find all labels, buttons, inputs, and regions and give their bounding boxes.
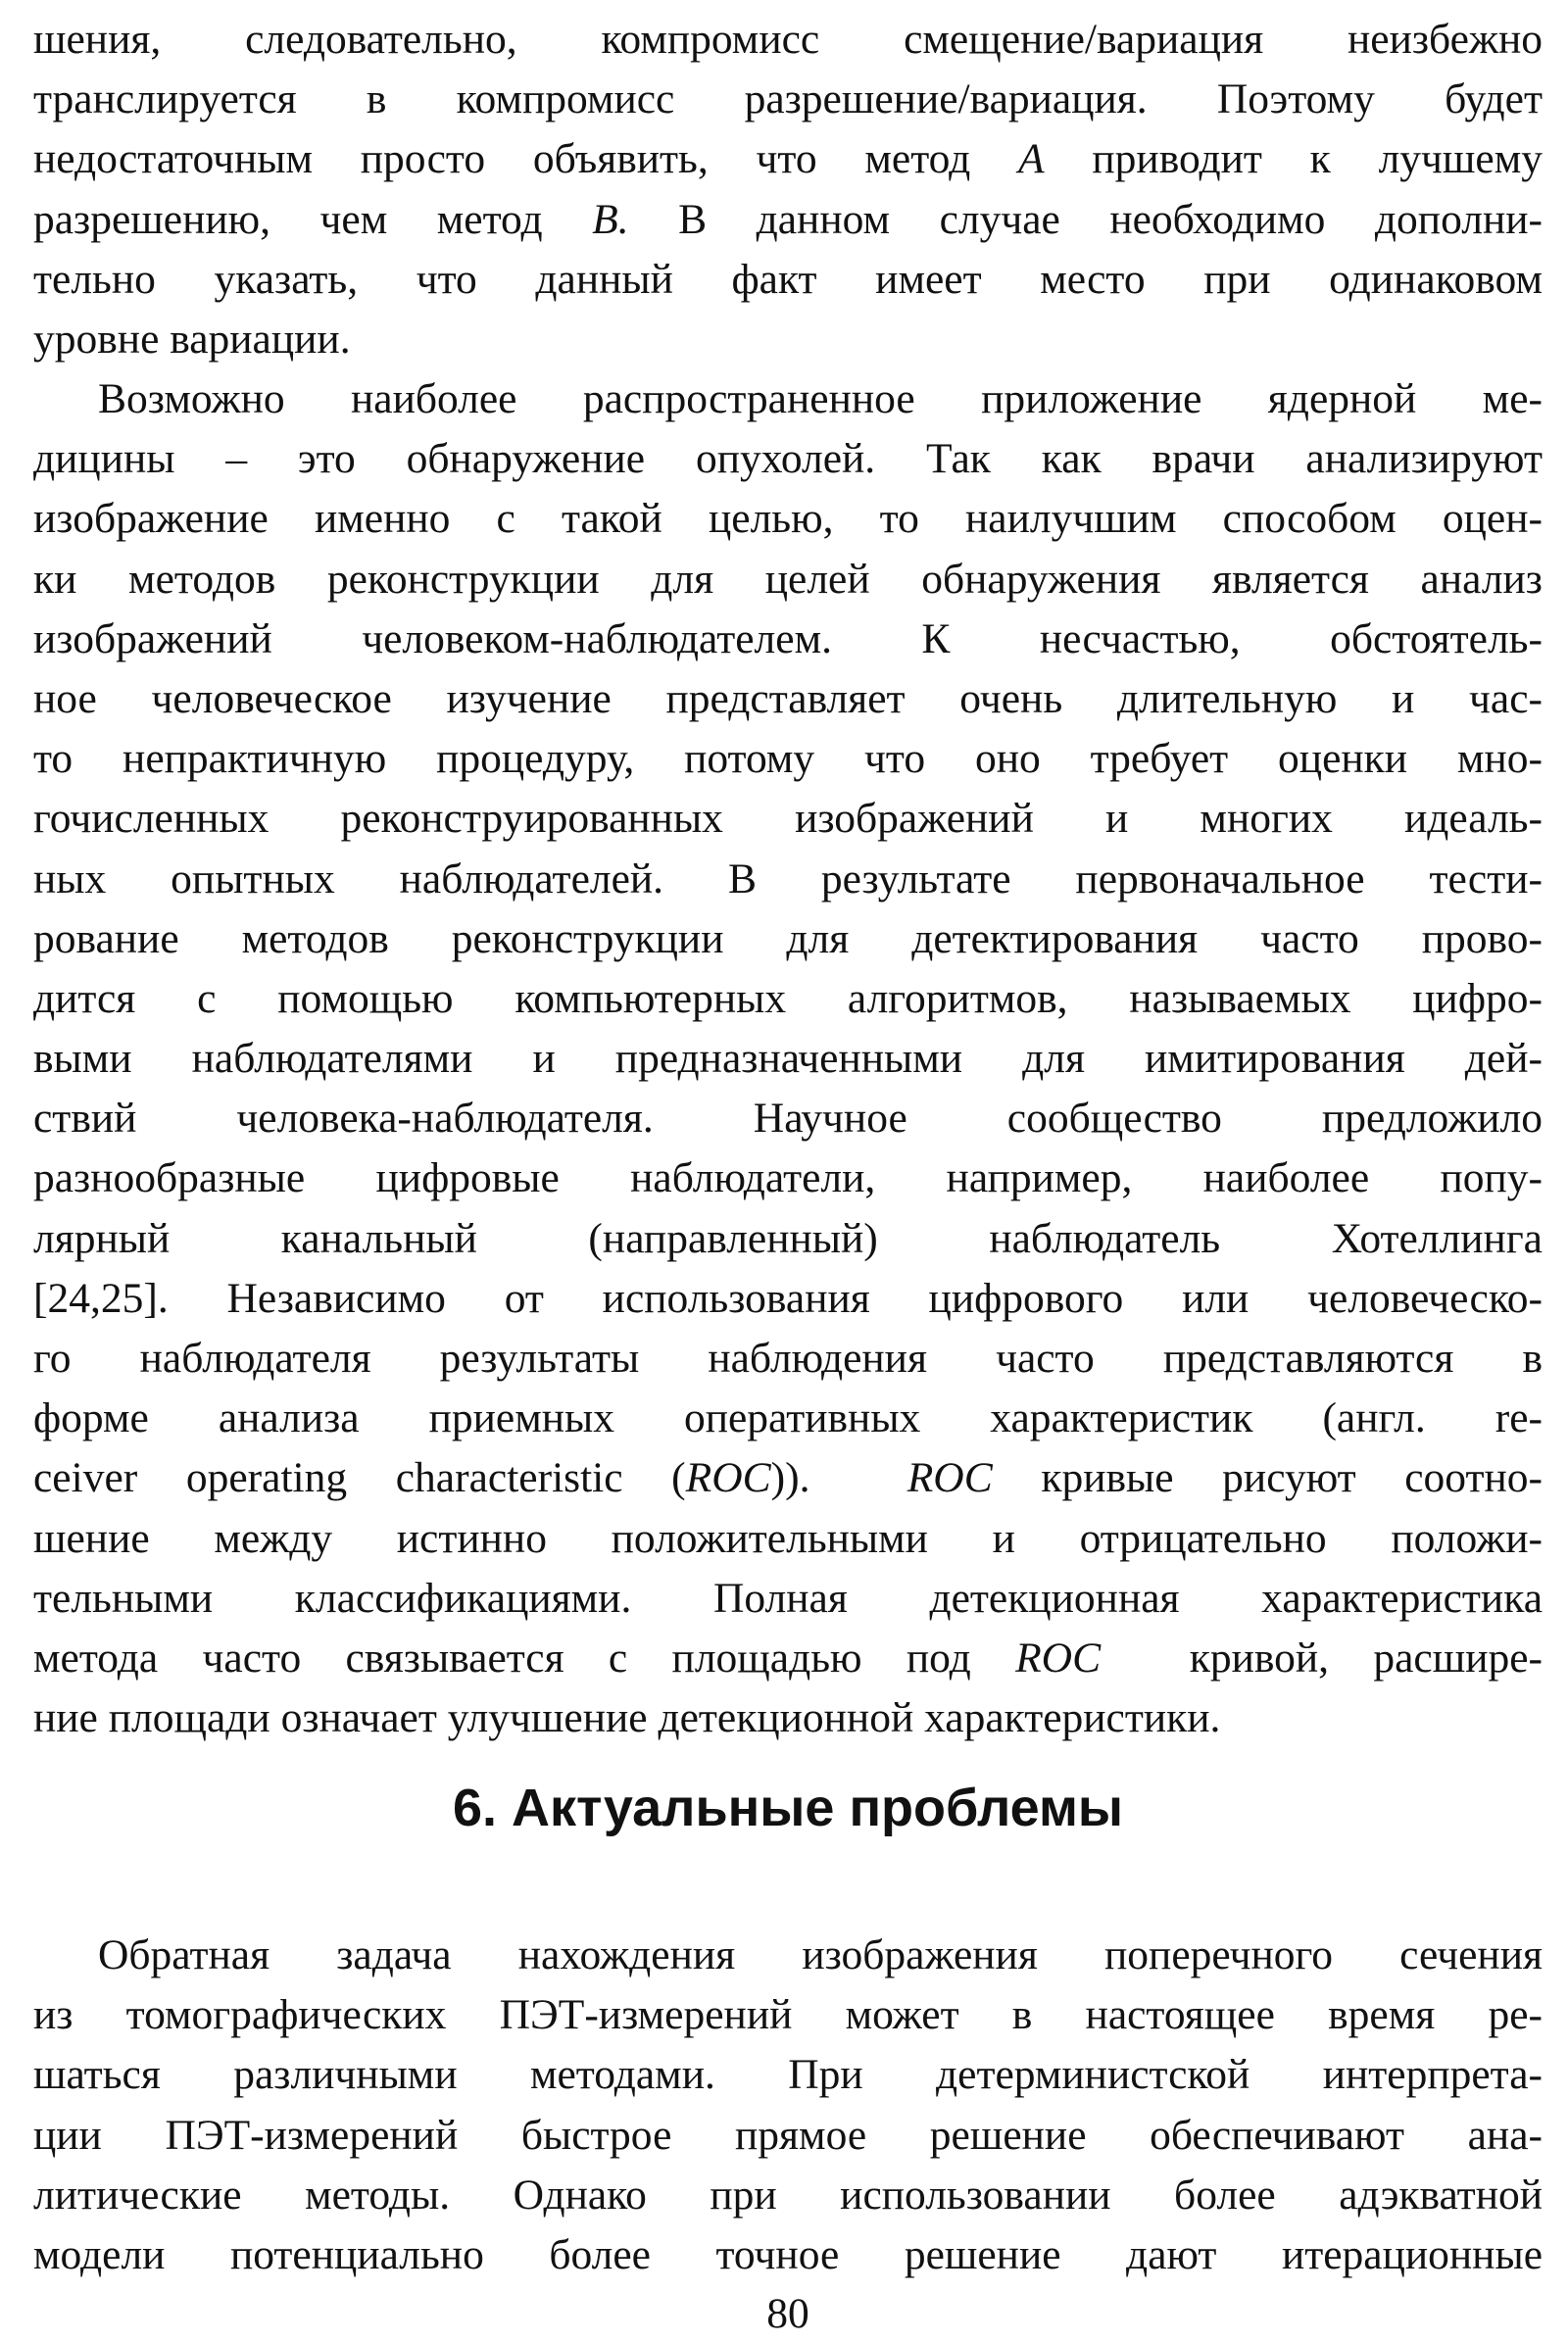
text-fragment: разрешению, чем метод bbox=[33, 195, 543, 243]
text-line: шаться различными методами. При детерминистской интерпрета- bbox=[33, 2051, 1543, 2099]
text-line: уровне вариации. bbox=[33, 315, 351, 363]
text-line bbox=[33, 1629, 1543, 1688]
page-number: 80 bbox=[766, 2290, 809, 2337]
paragraph-2 bbox=[33, 369, 1543, 1748]
paragraph-1 bbox=[33, 10, 1543, 369]
text-line: изображений человеком-наблюдателем. К несчастью, обстоятель- bbox=[33, 614, 1543, 662]
roc-term: ROC bbox=[1015, 1634, 1102, 1682]
variable-a: A bbox=[1018, 135, 1045, 183]
roc-term: ROC bbox=[685, 1454, 771, 1502]
text-line: лярный канальный (направленный) наблюдатель Хотеллинга bbox=[33, 1214, 1543, 1262]
text-line: дицины – это обнаружение опухолей. Так как врачи анализируют bbox=[33, 435, 1543, 483]
text-line: шение между истинно положительными и отрицательно положи- bbox=[33, 1514, 1543, 1562]
document-page bbox=[33, 10, 1544, 2337]
text-line: гочисленных реконструированных изображений и многих идеаль- bbox=[33, 795, 1543, 843]
text-line: изображение именно с такой целью, то наилучшим способом оцен- bbox=[33, 495, 1543, 543]
text-fragment: приводит к лучшему bbox=[1092, 135, 1543, 183]
text-line bbox=[33, 190, 1543, 250]
text-line: ки методов реконструкции для целей обнаружения является анализ bbox=[33, 555, 1543, 603]
text-line: форме анализа приемных оперативных характеристик (англ. re- bbox=[33, 1394, 1543, 1442]
text-line bbox=[33, 1448, 1543, 1508]
text-line: ние площади означает улучшение детекционной характеристики. bbox=[33, 1694, 1221, 1742]
text-line: дится с помощью компьютерных алгоритмов, называемых цифро- bbox=[33, 974, 1543, 1022]
text-fragment: кривой, расшире- bbox=[1189, 1634, 1544, 1682]
text-line: тельно указать, что данный факт имеет место при одинаковом bbox=[33, 255, 1543, 303]
text-line: литические методы. Однако при использовании более адэкватной bbox=[33, 2171, 1543, 2219]
text-line bbox=[33, 129, 1543, 189]
text-fragment: метода часто связывается с площадью под bbox=[33, 1634, 971, 1682]
text-line: ных опытных наблюдателей. В результате первоначальное тести- bbox=[33, 854, 1543, 903]
text-fragment: недостаточным просто объявить, что метод bbox=[33, 135, 971, 183]
text-fragment: )). bbox=[770, 1454, 810, 1502]
text-line: ствий человека-наблюдателя. Научное сообщество предложило bbox=[33, 1095, 1543, 1143]
text-line: то непрактичную процедуру, потому что оно требует оценки мно- bbox=[33, 735, 1543, 783]
text-line: ции ПЭТ-измерений быстрое прямое решение обеспечивают ана- bbox=[33, 2111, 1543, 2159]
section-heading: 6. Актуальные проблемы bbox=[452, 1779, 1124, 1837]
text-line: Обратная задача нахождения изображения поперечного сечения bbox=[98, 1931, 1543, 1978]
text-line: модели потенциально более точное решение дают итерационные bbox=[33, 2230, 1543, 2278]
roc-term: ROC bbox=[906, 1454, 993, 1502]
text-fragment: В данном случае необходимо дополни- bbox=[678, 195, 1544, 243]
text-line: шения, следовательно, компромисс смещение/вариация неизбежно bbox=[33, 16, 1543, 63]
text-line: рование методов реконструкции для детектирования часто прово- bbox=[33, 914, 1543, 962]
text-line: выми наблюдателями и предназначенными для имитирования дей- bbox=[33, 1035, 1543, 1083]
variable-b: B. bbox=[592, 195, 629, 243]
paragraph-3 bbox=[33, 1926, 1543, 2285]
text-line: транслируется в компромисс разрешение/вариация. Поэтому будет bbox=[33, 75, 1543, 123]
text-line: го наблюдателя результаты наблюдения часто представляются в bbox=[33, 1335, 1543, 1382]
text-fragment: кривые рисуют соотно- bbox=[1041, 1454, 1543, 1502]
text-line: разнообразные цифровые наблюдатели, например, наиболее попу- bbox=[33, 1154, 1543, 1202]
text-line: ное человеческое изучение представляет очень длительную и час- bbox=[33, 674, 1543, 722]
text-line: [24,25]. Независимо от использования цифрового или человеческо- bbox=[33, 1274, 1543, 1322]
text-line: тельными классификациями. Полная детекционная характеристика bbox=[33, 1574, 1543, 1622]
text-line: Возможно наиболее распространенное приложение ядерной ме- bbox=[98, 375, 1543, 422]
text-line: из томографических ПЭТ-измерений может в настоящее время ре- bbox=[33, 1991, 1543, 2039]
text-fragment: ceiver operating characteristic ( bbox=[33, 1454, 686, 1502]
